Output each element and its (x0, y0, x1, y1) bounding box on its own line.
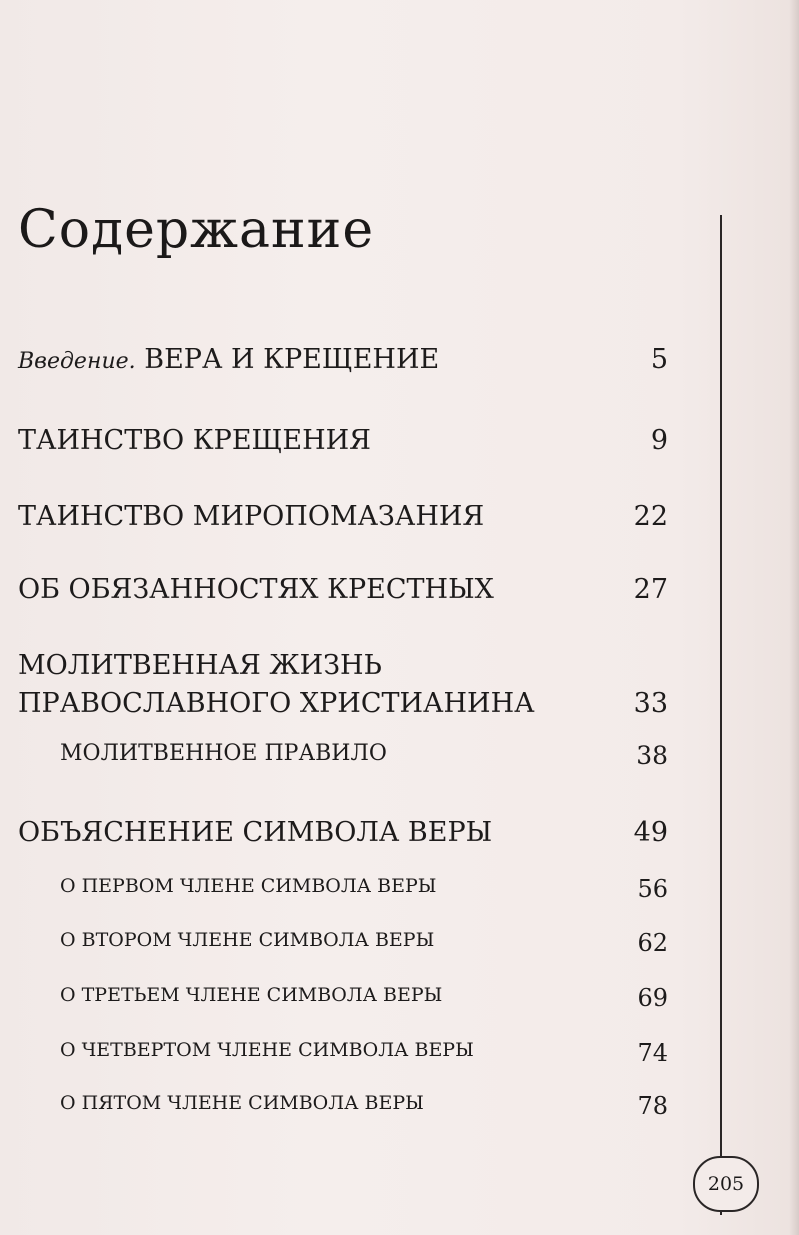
toc-entry-page: 56 (637, 875, 668, 903)
toc-entry-page: 9 (650, 425, 668, 456)
toc-entry-title: ТАИНСТВО МИРОПОМАЗАНИЯ (18, 501, 485, 532)
toc-entry-page: 78 (637, 1092, 668, 1120)
toc-entry-title: О ЧЕТВЕРТОМ ЧЛЕНЕ СИМВОЛА ВЕРЫ (60, 1039, 474, 1061)
toc-entry-title: МОЛИТВЕННОЕ ПРАВИЛО (60, 741, 387, 766)
toc-entry-title: ВЕРА И КРЕЩЕНИЕ (144, 344, 440, 375)
toc-subentry (18, 1092, 668, 1122)
toc-entry-page: 27 (633, 574, 668, 605)
toc-entry-page: 69 (637, 984, 668, 1012)
toc-entry-title: МОЛИТВЕННАЯ ЖИЗНЬ (18, 650, 382, 681)
toc-entry-title: О ВТОРОМ ЧЛЕНЕ СИМВОЛА ВЕРЫ (60, 929, 435, 951)
toc-subentry (18, 741, 668, 771)
toc-entry-prayer-life-line2 (18, 688, 668, 724)
toc-entry-page: 22 (633, 501, 668, 532)
page-number-badge (693, 1156, 759, 1212)
toc-entry-intro (18, 344, 668, 380)
toc-entry-lead: Введение. (18, 349, 136, 374)
toc-entry (18, 501, 668, 537)
toc-entry-prayer-life-line1 (18, 650, 668, 686)
toc-entry-title: О ПЕРВОМ ЧЛЕНЕ СИМВОЛА ВЕРЫ (60, 875, 437, 897)
toc-subentry (18, 929, 668, 959)
toc-entry-page: 33 (633, 688, 668, 719)
toc-entry-label (18, 344, 439, 375)
toc-entry-page: 38 (636, 741, 668, 770)
toc-entry (18, 817, 668, 853)
page-title: Содержание (18, 200, 375, 260)
toc-entry (18, 425, 668, 461)
toc-entry-page: 49 (633, 817, 668, 848)
toc-subentry (18, 875, 668, 905)
toc-entry (18, 574, 668, 610)
page-number: 205 (707, 1173, 745, 1195)
toc-entry-page: 74 (637, 1039, 668, 1067)
toc-entry-title: ОБ ОБЯЗАННОСТЯХ КРЕСТНЫХ (18, 574, 494, 605)
toc-entry-page: 5 (650, 344, 668, 375)
toc-entry-title: О ПЯТОМ ЧЛЕНЕ СИМВОЛА ВЕРЫ (60, 1092, 424, 1114)
toc-entry-title: О ТРЕТЬЕМ ЧЛЕНЕ СИМВОЛА ВЕРЫ (60, 984, 443, 1006)
toc-subentry (18, 1039, 668, 1069)
toc-entry-title: ОБЪЯСНЕНИЕ СИМВОЛА ВЕРЫ (18, 817, 493, 848)
toc-entry-title: ПРАВОСЛАВНОГО ХРИСТИАНИНА (18, 688, 535, 719)
toc-entry-title: ТАИНСТВО КРЕЩЕНИЯ (18, 425, 371, 456)
toc-subentry (18, 984, 668, 1014)
toc-entry-page: 62 (637, 929, 668, 957)
